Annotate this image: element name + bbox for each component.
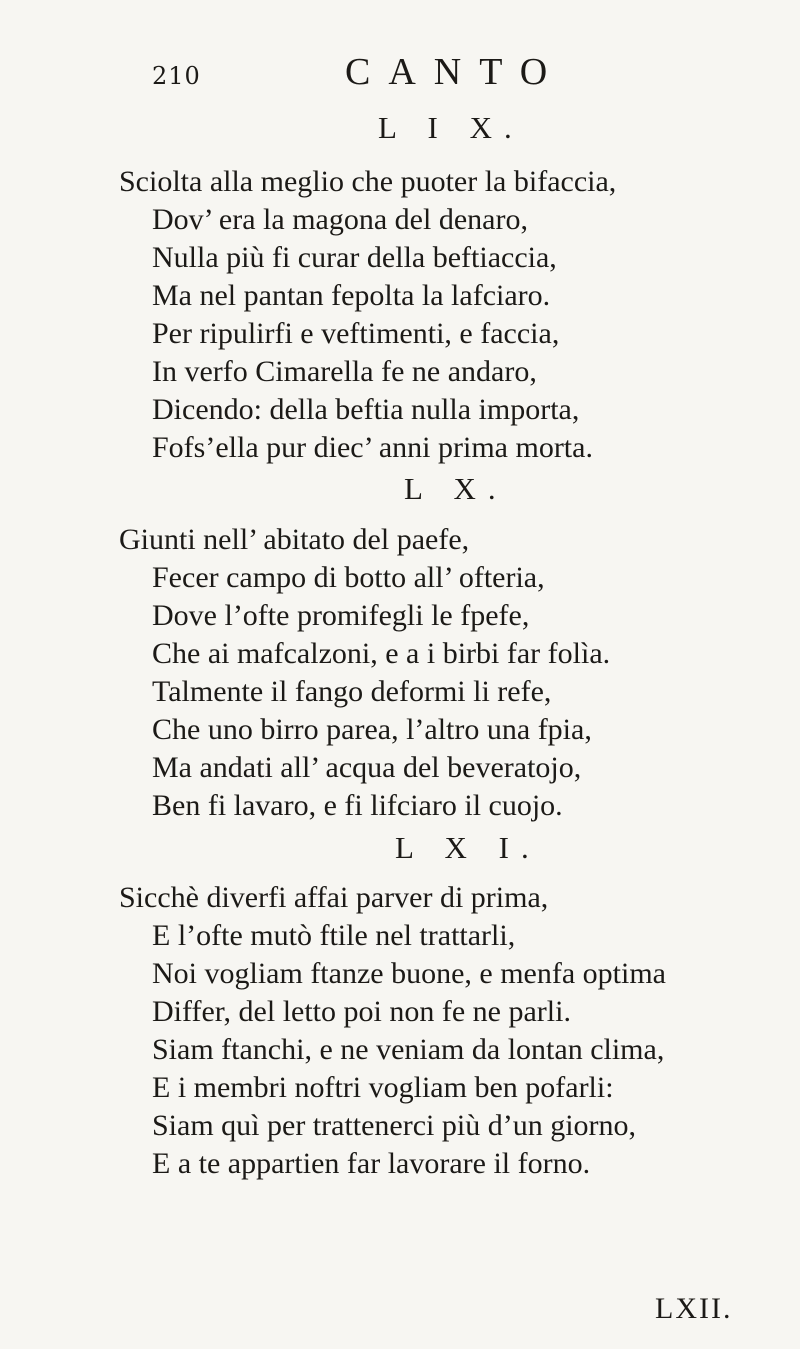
verse-line: In verfo Cimarella fe ne andaro, (152, 355, 537, 388)
verse-line: Fofs’ella pur diec’ anni prima morta. (152, 431, 593, 464)
verse-line: Che ai mafcalzoni, e a i birbi far folìa. (152, 637, 611, 670)
verse-line: E l’ofte mutò ftile nel trattarli, (152, 919, 516, 952)
verse-line: Sicchè diverfi affai parver di prima, (119, 881, 549, 914)
verse-line: E a te appartien far lavorare il forno. (152, 1147, 591, 1180)
verse-line: Ma nel pantan fepolta la lafciaro. (152, 279, 551, 312)
verse-line: Siam ftanchi, e ne veniam da lontan clima, (152, 1033, 665, 1066)
verse-line: Talmente il fango deformi li refe, (152, 675, 552, 708)
verse-line: Differ, del letto poi non fe ne parli. (152, 995, 571, 1028)
verse-line: Sciolta alla meglio che puoter la bifaccia, (119, 165, 617, 198)
verse-line: Nulla più fi curar della beftiaccia, (152, 241, 557, 274)
stanza-title: L I X. (378, 110, 524, 145)
running-head: CANTO (345, 51, 566, 93)
verse-line: Ma andati all’ acqua del beveratojo, (152, 751, 582, 784)
stanza-title: L X. (404, 471, 508, 506)
verse-line: Dicendo: della beftia nulla importa, (152, 393, 580, 426)
verse-line: Dove l’ofte promifegli le fpefe, (152, 599, 530, 632)
stanza-title: L X I. (395, 830, 541, 865)
verse-line: Noi vogliam ftanze buone, e menfa optima (152, 957, 666, 990)
verse-line: Giunti nell’ abitato del paefe, (119, 523, 470, 556)
verse-line: Siam quì per trattenerci più d’un giorno, (152, 1109, 637, 1142)
page-header (0, 50, 800, 100)
verse-line: Fecer campo di botto all’ ofteria, (152, 561, 545, 594)
verse-line: Che uno birro parea, l’altro una fpia, (152, 713, 592, 746)
catchword: LXII. (655, 1292, 733, 1325)
verse-line: Per ripulirfi e veftimenti, e faccia, (152, 317, 560, 350)
verse-line: Ben fi lavaro, e fi lifciaro il cuojo. (152, 789, 563, 822)
verse-line: E i membri noftri vogliam ben pofarli: (152, 1071, 614, 1104)
verse-line: Dov’ era la magona del denaro, (152, 203, 528, 236)
page-number: 210 (152, 62, 201, 90)
